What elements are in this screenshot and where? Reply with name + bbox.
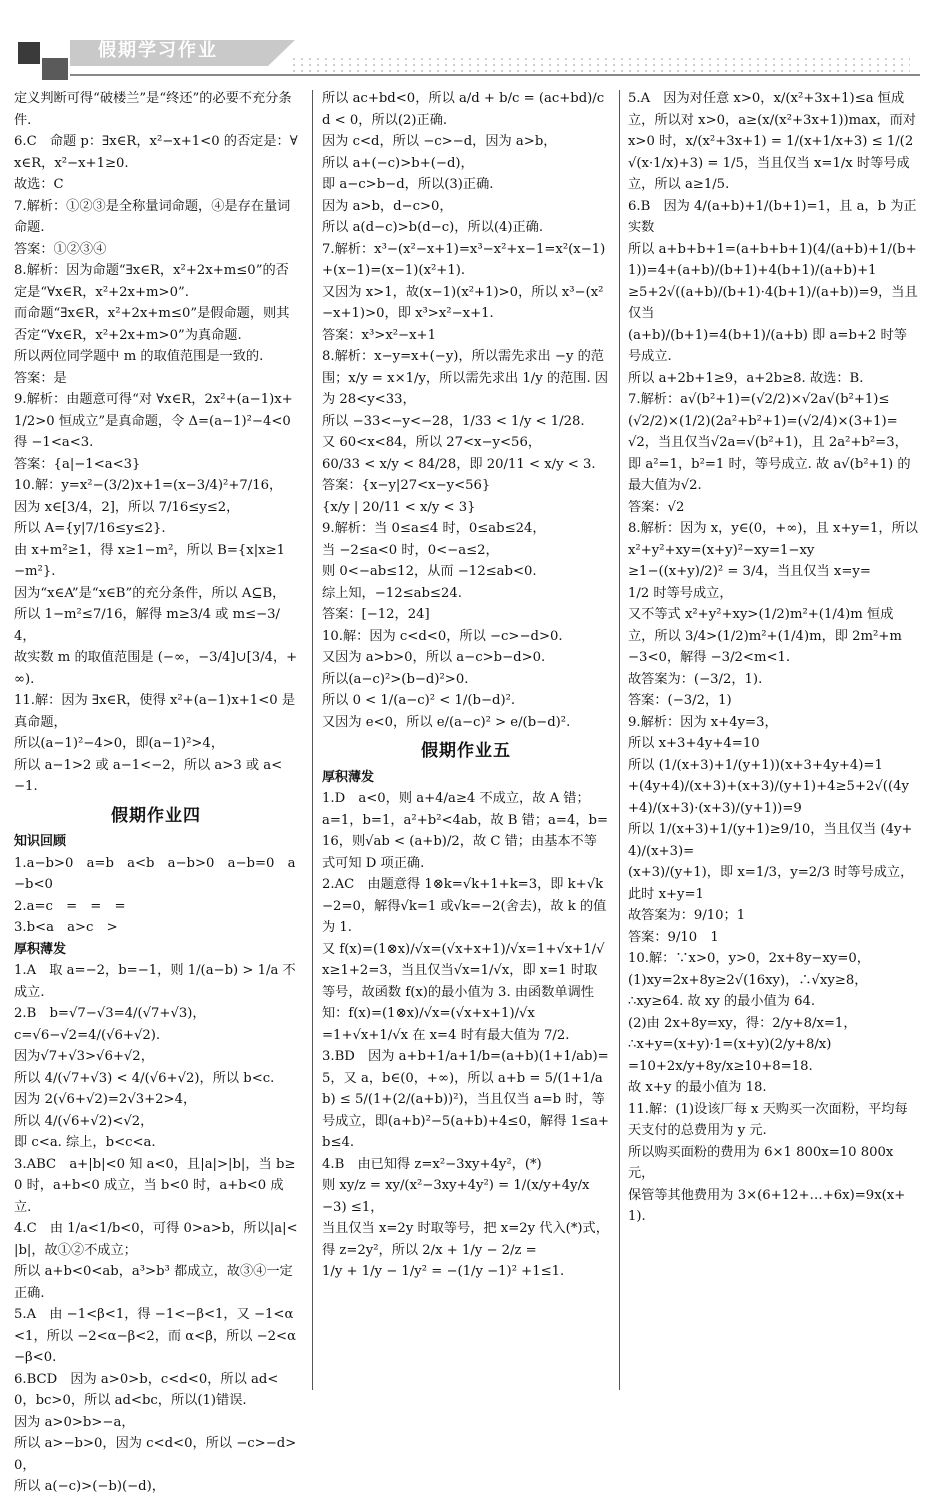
text-line: (2)由 2x+8y=xy，得：2/y+8/x=1， bbox=[628, 1015, 857, 1031]
section-title: 假期作业四 bbox=[111, 805, 201, 826]
text-line: 答案：(−3/2，1) bbox=[628, 693, 732, 708]
text-line: 11.解：(1)设该厂每 x 天购买一次面粉，平均每天支付的总费用为 y 元. bbox=[628, 1101, 908, 1138]
text-line: 即 a−c>b−d，所以(3)正确. bbox=[322, 177, 494, 192]
sub-title: 厚积薄发 bbox=[322, 769, 375, 785]
text-line: 6.BCD 因为 a>0>b，c<d<0，所以 ad<0，bc>0，所以 ad<bc，所以(1)错误. bbox=[14, 1371, 279, 1408]
text-line: 答案：x³>x²−x+1 bbox=[322, 327, 436, 343]
text-line: 所以(a−c)²>(b−d)²>0. bbox=[322, 671, 469, 687]
text-line: 则 xy/z = xy/(x²−3xy+4y²) = 1/(x/y+4y/x−3) ≤1， bbox=[322, 1178, 590, 1215]
text-line: 所以 a+b+b+1=(a+b+b+1)(4/(a+b)+1/(b+1))=4+(a+b)/(b+1)+4(b+1)/(a+b)+1 bbox=[628, 241, 917, 278]
text-line: 3.ABC a+|b|<0 知 a<0，且|a|>|b|，当 b≥0 时，a+b<0 成立，当 b<0 时，a+b<0 成立. bbox=[14, 1156, 296, 1215]
text-line: 答案：①②③④ bbox=[14, 241, 107, 257]
text-line: =1+√x+1/√x 在 x=4 时有最大值为 7/2. bbox=[322, 1027, 570, 1043]
text-line: 因为 a>b，d−c>0， bbox=[322, 198, 453, 214]
text-line: 故实数 m 的取值范围是 (−∞，−3/4]∪[3/4，+∞). bbox=[14, 650, 298, 687]
text-line: c=√6−√2=4/(√6+√2). bbox=[14, 1027, 161, 1043]
text-line: 所以(a−1)²−4>0，即(a−1)²>4， bbox=[14, 736, 225, 751]
text-line: ≥1−((x+y)/2)² = 3/4，当且仅当 x=y= bbox=[628, 564, 871, 579]
text-line: 答案：{a|−1<a<3} bbox=[14, 456, 141, 472]
text-line: 因为√7+√3>√6+√2， bbox=[14, 1049, 154, 1064]
text-line: (1)xy=2x+8y≥2√(16xy)，∴√xy≥8， bbox=[628, 972, 868, 988]
text-line: 因为 c<d，所以 −c>−d，因为 a>b， bbox=[322, 134, 557, 149]
text-line: 因为 2(√6+√2)=2√3+2>4， bbox=[14, 1092, 197, 1107]
text-line: 答案：{x−y|27<x−y<56} bbox=[322, 478, 491, 493]
text-line: 故答案为：9/10；1 bbox=[628, 908, 746, 923]
text-line: 即 a²=1，b²=1 时，等号成立. 故 a√(b²+1) 的最大值为√2. bbox=[628, 456, 911, 493]
column-middle bbox=[322, 88, 610, 1283]
text-line: 定义判断可得“破楼兰”是“终还”的必要不充分条件. bbox=[14, 91, 292, 128]
text-line: 1.a−b>0 a=b a<b a−b>0 a−b=0 a−b<0 bbox=[14, 855, 296, 892]
text-line: 1/y + 1/y − 1/y² = −(1/y −1)² +1≤1. bbox=[322, 1264, 565, 1279]
text-line: 所以 a+b<0<ab，a³>b³ 都成立，故③④一定正确. bbox=[14, 1264, 293, 1301]
text-line: 因为 x∈[3/4，2]，所以 7/16≤y≤2， bbox=[14, 499, 240, 515]
text-line: 2.a=c = = = bbox=[14, 898, 126, 914]
text-line: 9.解析：因为 x+4y=3， bbox=[628, 714, 778, 730]
text-line: 所以 a(−c)>(−b)(−d)， bbox=[14, 1479, 165, 1494]
text-line: 则 0<−ab≤12，从而 −12≤ab<0. bbox=[322, 564, 537, 579]
header-dot-pattern bbox=[290, 56, 910, 72]
text-line: 9.解析：由题意可得“对 ∀x∈R，2x²+(a−1)x+1/2>0 恒成立”是真命题，令 Δ=(a−1)²−4<0 得 −1<a<3. bbox=[14, 392, 296, 450]
text-line: 所以 0 < 1/(a−c)² < 1/(b−d)². bbox=[322, 693, 516, 708]
text-line: 故 x+y 的最小值为 18. bbox=[628, 1080, 767, 1095]
section-title: 假期作业五 bbox=[421, 741, 511, 761]
text-line: (a+b)/(b+1)=4(b+1)/(a+b) 即 a=b+2 时等号成立. bbox=[628, 327, 907, 364]
text-line: 6.B 因为 4/(a+b)+1/(b+1)=1，且 a，b 为正实数 bbox=[628, 198, 917, 235]
text-line: 当 −2≤a<0 时，0<−a≤2， bbox=[322, 542, 499, 558]
text-line: 又 f(x)=(1⊗x)/√x=(√x+x+1)/√x=1+√x+1/√x≥1+2=3，当且仅当√x=1/√x，即 x=1 时取等号，故函数 f(x)的最小值为 3. 由函数单调性知：f(x)=(1⊗x)/√x=(√x+x+1)/√x bbox=[322, 941, 605, 1021]
text-line: 3.BD 因为 a+b+1/a+1/b=(a+b)(1+1/ab)=5，又 a，b∈(0，+∞)，所以 a+b = 5/(1+1/ab) ≤ 5/(1+(2/(a+b))²)，当且仅当 a=b 时，等号成立，即(a+b)²−5(a+b)+4≤0，解得 1≤a+b≤4. bbox=[322, 1049, 609, 1150]
text-line: 所以 a(d−c)>b(d−c)，所以(4)正确. bbox=[322, 220, 544, 235]
text-line: 10.解：因为 c<d<0，所以 −c>−d>0. bbox=[322, 628, 563, 644]
page-header bbox=[0, 0, 950, 80]
text-line: 10.解：∵x>0，y>0，2x+8y−xy=0， bbox=[628, 951, 870, 966]
text-line: 又因为 e<0，所以 e/(a−c)² > e/(b−d)². bbox=[322, 714, 571, 730]
text-line: 因为 a>0>b>−a， bbox=[14, 1414, 135, 1430]
text-line: ≥5+2√((a+b)/(b+1)·4(b+1)/(a+b))=9，当且仅当 bbox=[628, 284, 918, 321]
text-line: 所以 A={y|7/16≤y≤2}. bbox=[14, 521, 166, 536]
text-line: 5.A 因为对任意 x>0，x/(x²+3x+1)≤a 恒成立，所以对 x>0，a≥(x/(x²+3x+1))max，而对 x>0 时，x/(x²+3x+1) = 1/(x+1/x+3) ≤ 1/(2√(x·1/x)+3) = 1/5，当且仅当 x=1/x 时等号成立，所以 a≥1/5. bbox=[628, 91, 921, 192]
text-line: 所以 (1/(x+3)+1/(y+1))(x+3+4y+4)=1 bbox=[628, 757, 883, 773]
text-line: 又不等式 x²+y²+xy>(1/2)m²+(1/4)m 恒成立，所以 3/4>(1/2)m²+(1/4)m，即 2m²+m−3<0，解得 −3/2<m<1. bbox=[628, 607, 902, 665]
text-line: 3.b<a a>c > bbox=[14, 920, 118, 935]
text-line: 所以 a−1>2 或 a−1<−2，所以 a>3 或 a<−1. bbox=[14, 757, 283, 794]
text-line: 7.解析：x³−(x²−x+1)=x³−x²+x−1=x²(x−1)+(x−1)=(x−1)(x²+1). bbox=[322, 241, 606, 278]
text-line: 而命题“∃x∈R，x²+2x+m≤0”是假命题，则其否定“∀x∈R，x²+2x+m>0”为真命题. bbox=[14, 306, 290, 343]
text-line: 答案：[−12，24] bbox=[322, 607, 430, 622]
text-line: 故答案为：(−3/2，1). bbox=[628, 671, 763, 687]
text-line: 故选：C bbox=[14, 177, 64, 192]
text-line: 所以购买面粉的费用为 6×1 800x=10 800x 元， bbox=[628, 1144, 898, 1181]
column-right bbox=[628, 88, 923, 1228]
text-line: 即 c<a. 综上，b<c<a. bbox=[14, 1135, 156, 1150]
text-line: 所以 x+3+4y+4=10 bbox=[628, 736, 760, 751]
text-line: 答案：√2 bbox=[628, 499, 685, 515]
header-decoration-block bbox=[42, 58, 68, 80]
text-line: (√2/2)×(1/2)(2a²+b²+1)=(√2/4)×(3+1)= bbox=[628, 413, 898, 429]
text-line: 4.B 由已知得 z=x²−3xy+4y²，(*) bbox=[322, 1156, 542, 1172]
text-line: 又因为 a>b>0，所以 a−c>b−d>0. bbox=[322, 650, 546, 665]
text-line: 2.AC 由题意得 1⊗k=√k+1+k=3，即 k+√k−2=0，解得√k=1 或√k=−2(舍去)，故 k 的值为 1. bbox=[322, 877, 607, 935]
text-line: 所以 ac+bd<0，所以 a/d + b/c = (ac+bd)/cd < 0，所以(2)正确. bbox=[322, 91, 605, 128]
text-line: a=1，b=1，a²+b²<4ab，故 B 错；a=4，b=16，则√ab < (a+b)/2，故 C 错；由基本不等式可知 D 项正确. bbox=[322, 812, 609, 871]
header-decoration-block bbox=[18, 42, 40, 64]
text-line: 保管等其他费用为 3×(6+12+…+6x)=9x(x+1). bbox=[628, 1187, 906, 1224]
header-title: 假期学习作业 bbox=[98, 40, 218, 61]
text-line: 所以两位同学题中 m 的取值范围是一致的. bbox=[14, 349, 264, 364]
text-line: 1.A 取 a=−2，b=−1，则 1/(a−b) > 1/a 不成立. bbox=[14, 963, 296, 1000]
text-line: 又因为 x>1，故(x−1)(x²+1)>0，所以 x³−(x²−x+1)>0，即 x³>x²−x+1. bbox=[322, 284, 604, 321]
text-line: 所以 1/(x+3)+1/(y+1)≥9/10，当且仅当 (4y+4)/(x+3)= bbox=[628, 822, 913, 859]
text-line: 综上知，−12≤ab≤24. bbox=[322, 585, 462, 601]
text-line: {x/y | 20/11 < x/y < 3} bbox=[322, 499, 476, 515]
text-line: 由 x+m²≥1，得 x≥1−m²，所以 B={x|x≥1−m²}. bbox=[14, 542, 286, 579]
text-line: 8.解析：因为 x，y∈(0，+∞)，且 x+y=1，所以 x²+y²+xy=(x+y)²−xy=1−xy bbox=[628, 521, 923, 558]
column-left bbox=[14, 88, 298, 1498]
text-line: 又 60<x<84，所以 27<x−y<56， bbox=[322, 435, 542, 450]
text-line: 所以 4/(√6+√2)<√2， bbox=[14, 1113, 154, 1129]
text-line: 7.解析：①②③是全称量词命题，④是存在量词命题. bbox=[14, 198, 291, 235]
text-line: ∴xy≥64. 故 xy 的最小值为 64. bbox=[628, 994, 816, 1009]
text-line: +(4y+4)/(x+3)+(x+3)/(y+1)+4≥5+2√((4y+4)/(x+3)·(x+3)/(y+1))=9 bbox=[628, 779, 909, 816]
text-line: 6.C 命题 p：∃x∈R，x²−x+1<0 的否定是：∀x∈R，x²−x+1≥0. bbox=[14, 134, 298, 171]
text-line: 所以 a+(−c)>b+(−d)， bbox=[322, 155, 474, 171]
text-line: 因为“x∈A”是“x∈B”的充分条件，所以 A⊆B，所以 1−m²≤7/16，解得 m≥3/4 或 m≤−3/4， bbox=[14, 585, 286, 644]
text-line: 当且仅当 x=2y 时取等号，把 x=2y 代入(*)式，得 z=2y²，所以 2/x + 1/y − 2/z = bbox=[322, 1221, 609, 1258]
text-line: 答案：9/10 1 bbox=[628, 929, 719, 945]
text-line: 答案：是 bbox=[14, 370, 67, 386]
sub-title: 厚积薄发 bbox=[14, 941, 67, 957]
text-line: 所以 4/(√7+√3) < 4/(√6+√2)，所以 b<c. bbox=[14, 1070, 275, 1086]
text-line: ∴x+y=(x+y)·1=(x+y)(2/y+8/x) bbox=[628, 1037, 832, 1052]
text-line: 7.解析：a√(b²+1)=(√2/2)×√2a√(b²+1)≤ bbox=[628, 392, 890, 407]
column-divider bbox=[619, 90, 620, 1390]
text-line: 所以 a+2b+1≥9，a+2b≥8. 故选：B. bbox=[628, 370, 864, 386]
text-line: 11.解：因为 ∃x∈R，使得 x²+(a−1)x+1<0 是真命题， bbox=[14, 693, 296, 730]
text-line: 1/2 时等号成立， bbox=[628, 585, 733, 601]
text-line: 4.C 由 1/a<1/b<0，可得 0>a>b，所以|a|<|b|，故①②不成立； bbox=[14, 1221, 298, 1258]
text-line: 2.B b=√7−√3=4/(√7+√3)， bbox=[14, 1006, 206, 1021]
text-line: 60/33 < x/y < 84/28，即 20/11 < x/y < 3. bbox=[322, 456, 596, 472]
text-line: 9.解析：当 0≤a≤4 时，0≤ab≤24， bbox=[322, 521, 546, 536]
text-line: 1.D a<0，则 a+4/a≥4 不成立，故 A 错； bbox=[322, 791, 590, 806]
text-line: 8.解析：因为命题“∃x∈R，x²+2x+m≤0”的否定是“∀x∈R，x²+2x+m>0”. bbox=[14, 263, 289, 300]
sub-title: 知识回顾 bbox=[14, 834, 67, 849]
text-line: 10.解：y=x²−(3/2)x+1=(x−3/4)²+7/16， bbox=[14, 478, 283, 493]
text-line: 5.A 由 −1<β<1，得 −1<−β<1，又 −1<α<1，所以 −2<α−β<2，而 α<β，所以 −2<α−β<0. bbox=[14, 1307, 296, 1365]
text-line: 所以 a>−b>0，因为 c<d<0，所以 −c>−d>0， bbox=[14, 1436, 297, 1473]
text-line: 8.解析：x−y=x+(−y)，所以需先求出 −y 的范围；x/y = x×1/y，所以需先求出 1/y 的范围. 因为 28<y<33， bbox=[322, 349, 609, 407]
text-line: (x+3)/(y+1)，即 x=1/3，y=2/3 时等号成立，此时 x+y=1 bbox=[628, 865, 914, 902]
text-line: =10+2x/y+8y/x≥10+8=18. bbox=[628, 1058, 813, 1074]
text-line: 所以 −33<−y<−28，1/33 < 1/y < 1/28. bbox=[322, 413, 585, 429]
column-divider bbox=[312, 90, 313, 1390]
header-rule bbox=[70, 74, 920, 76]
text-line: √2，当且仅当√2a=√(b²+1)，且 2a²+b²=3， bbox=[628, 435, 908, 450]
